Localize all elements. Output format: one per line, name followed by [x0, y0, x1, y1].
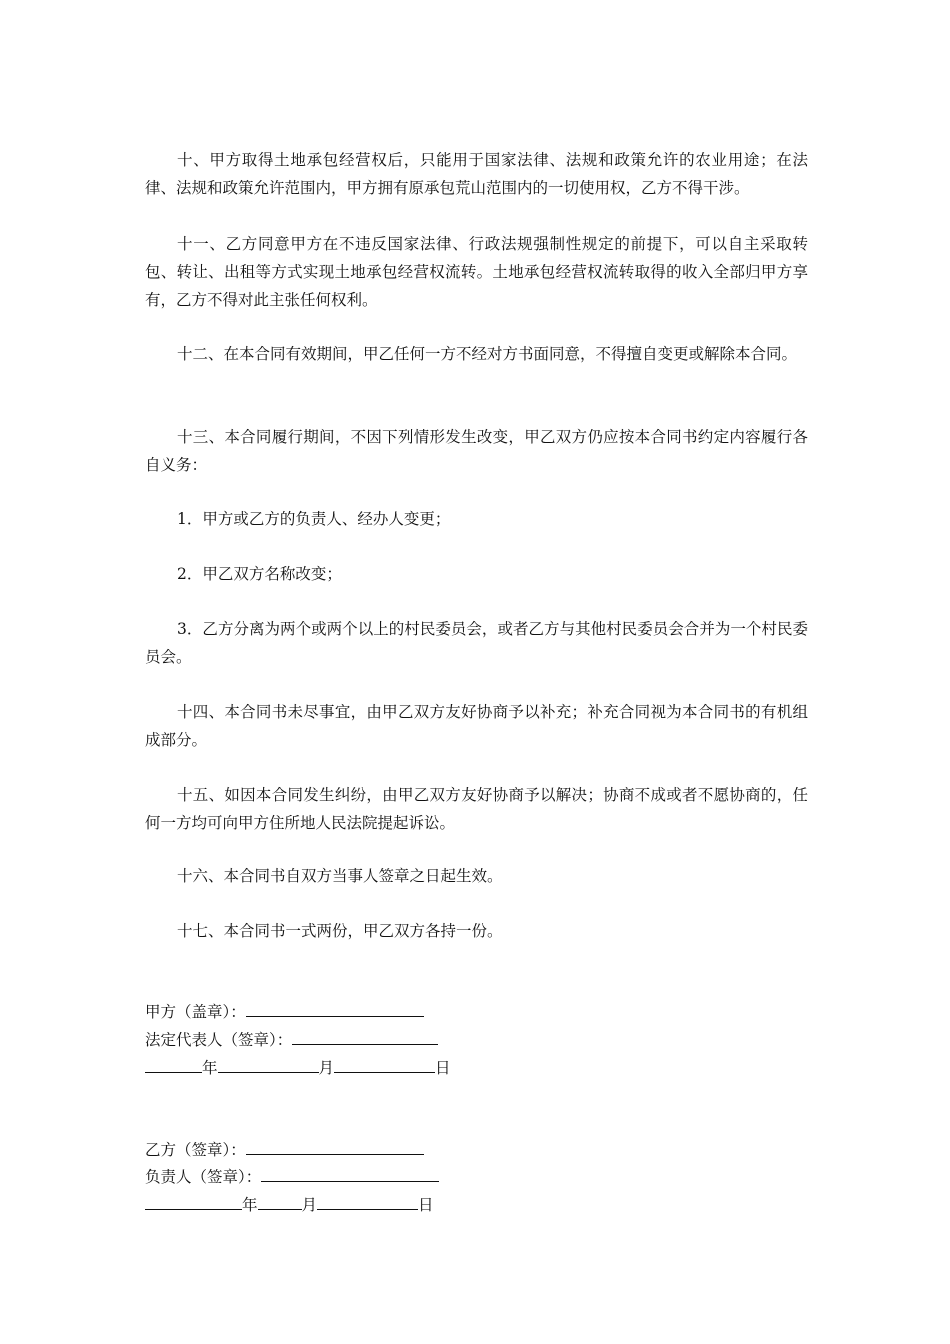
party-b-day-blank[interactable] — [317, 1193, 418, 1210]
party-b-seal-line — [145, 1137, 424, 1163]
clause-13-item-1: 1．甲方或乙方的负责人、经办人变更； — [177, 510, 451, 528]
party-a-seal-blank[interactable] — [246, 1000, 424, 1017]
party-a-seal-line — [145, 999, 424, 1025]
party-b-rep-line — [145, 1164, 439, 1190]
clause-14: 十四、本合同书未尽事宜，由甲乙双方友好协商予以补充；补充合同视为本合同书的有机组成部分。 — [145, 703, 808, 749]
clause-13: 十三、本合同履行期间，不因下列情形发生改变，甲乙双方仍应按本合同书约定内容履行各自义务： — [145, 428, 808, 474]
party-a-year-blank[interactable] — [145, 1056, 202, 1073]
party-a-year-label: 年 — [202, 1059, 218, 1077]
party-a-rep-line — [145, 1027, 438, 1053]
clause-12: 十二、在本合同有效期间，甲乙任何一方不经对方书面同意，不得擅自变更或解除本合同。 — [177, 345, 798, 363]
party-a-date-line — [145, 1055, 451, 1081]
party-a-day-blank[interactable] — [334, 1056, 435, 1073]
clause-11: 十一、乙方同意甲方在不违反国家法律、行政法规强制性规定的前提下，可以自主采取转包、转让、出租等方式实现土地承包经营权流转。土地承包经营权流转取得的收入全部归甲方享有，乙方不得对此主张任何权利。 — [145, 235, 808, 309]
party-b-day-label: 日 — [418, 1196, 434, 1214]
party-b-year-blank[interactable] — [145, 1193, 242, 1210]
party-b-rep-label: 负责人（签章）： — [145, 1168, 262, 1186]
party-b-seal-label: 乙方（签章）： — [145, 1141, 246, 1159]
clause-16: 十六、本合同书自双方当事人签章之日起生效。 — [177, 867, 503, 885]
party-a-month-label: 月 — [318, 1059, 335, 1077]
party-a-day-label: 日 — [435, 1059, 451, 1077]
party-a-month-blank[interactable] — [218, 1056, 319, 1073]
clause-10: 十、甲方取得土地承包经营权后，只能用于国家法律、法规和政策允许的农业用途；在法律、法规和政策允许范围内，甲方拥有原承包荒山范围内的一切使用权，乙方不得干涉。 — [145, 151, 808, 197]
party-b-rep-blank[interactable] — [261, 1165, 439, 1182]
party-b-month-label: 月 — [301, 1196, 318, 1214]
clause-17: 十七、本合同书一式两份，甲乙双方各持一份。 — [177, 922, 503, 940]
party-b-month-blank[interactable] — [258, 1193, 302, 1210]
party-a-seal-label: 甲方（盖章）： — [145, 1003, 246, 1021]
party-a-rep-blank[interactable] — [292, 1028, 438, 1045]
clause-13-item-3: 3．乙方分离为两个或两个以上的村民委员会，或者乙方与其他村民委员会合并为一个村民委员会。 — [145, 620, 808, 666]
party-b-year-label: 年 — [242, 1196, 258, 1214]
clause-13-item-2: 2．甲乙双方名称改变； — [177, 565, 342, 583]
party-a-rep-label: 法定代表人（签章）： — [145, 1031, 293, 1049]
party-b-date-line — [145, 1192, 434, 1218]
party-b-seal-blank[interactable] — [246, 1138, 424, 1155]
clause-15: 十五、如因本合同发生纠纷，由甲乙双方友好协商予以解决；协商不成或者不愿协商的，任何一方均可向甲方住所地人民法院提起诉讼。 — [145, 786, 808, 832]
